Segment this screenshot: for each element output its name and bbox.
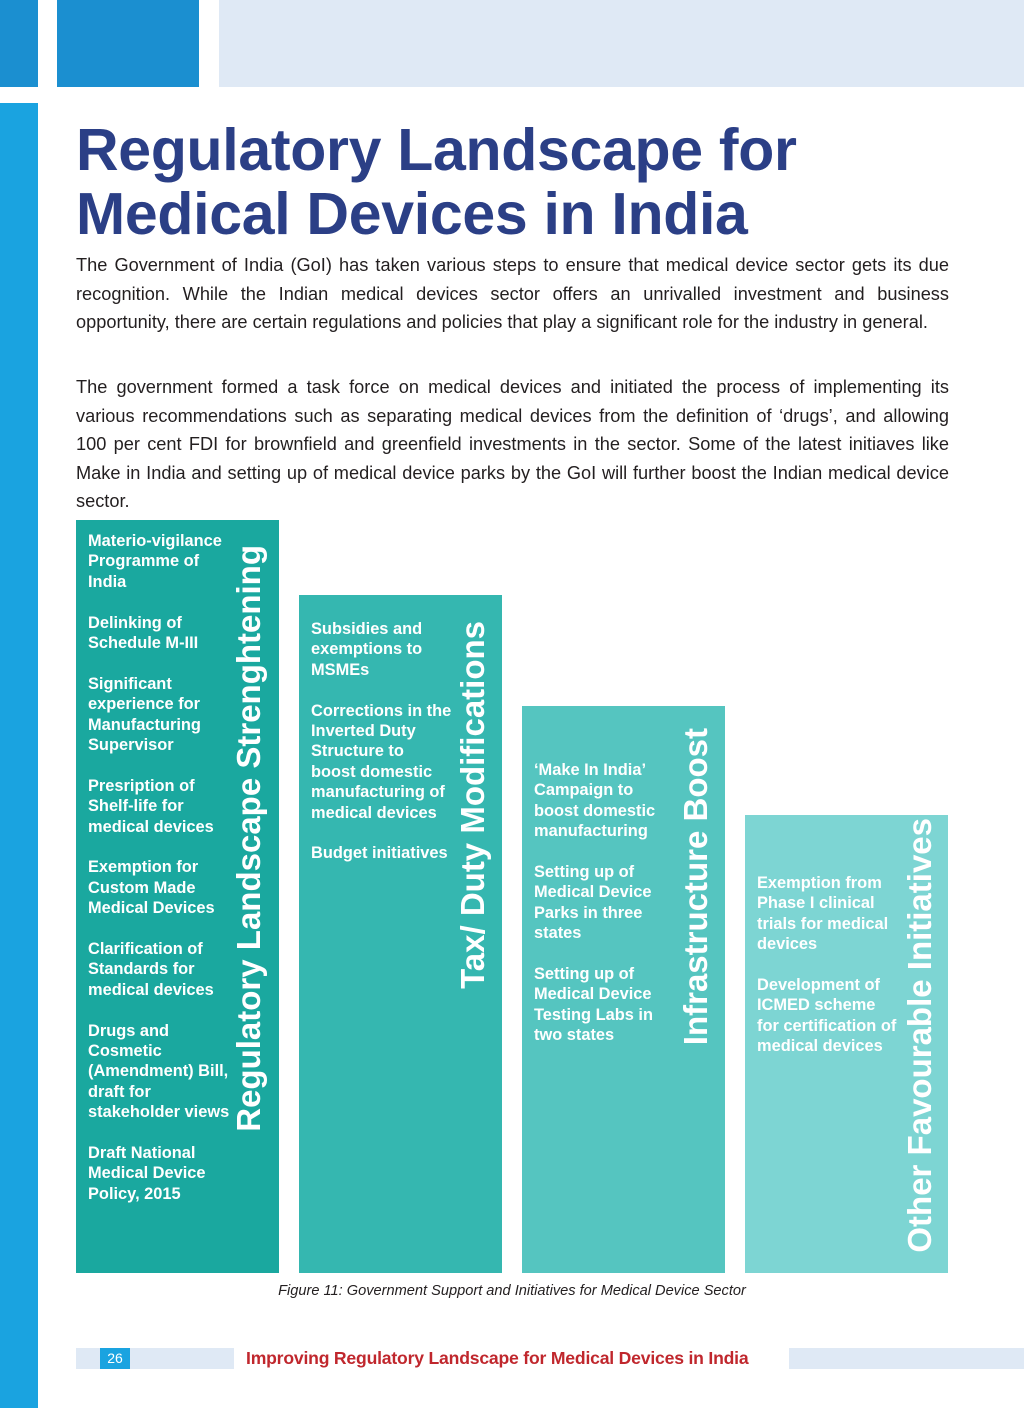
initiative-list [757,873,899,1077]
left-accent-bar [0,103,38,1408]
page-title: Regulatory Landscape for Medical Devices in India [76,117,797,247]
figure-column-regulatory [76,520,279,1273]
list-item: Materio-vigilance Programme of India [88,532,222,591]
task-force-paragraph: The government formed a task force on medical devices and initiated the process of implementing its various recommendations such as separating medical devices from the definition of ‘drugs’, and allowing 100 per cent FDI for brownfield and greenfield investments in the sector. Some of the latest initiaves like Make in India and setting up of medical device parks by the GoI will further boost the Indian medical device sector. [76,377,949,512]
column-label: Tax/ Duty Modifications [454,621,491,989]
list-item: Draft National Medical Device Policy, 2015 [88,1144,206,1203]
list-item: Drugs and Cosmetic (Amendment) Bill, draft for stakeholder views [88,1021,230,1122]
initiative-list [534,760,676,1066]
footer-band-right [789,1348,1024,1369]
column-label: Regulatory Landscape Strenghtening [230,545,267,1132]
figure-caption: Figure 11: Government Support and Initiatives for Medical Device Sector [278,1283,746,1299]
intro-paragraph: The Government of India (GoI) has taken various steps to ensure that medical device sector gets its due recognition. While the Indian medical devices sector offers an unrivalled investment and business opportunity, there are certain regulations and policies that play a significant role for the industry in general. [76,255,949,333]
figure-column-infrastructure [522,706,725,1273]
initiative-list [88,531,230,1225]
header-block-middle [57,0,199,87]
list-item: Delinking of Schedule M-III [88,613,199,653]
list-item: Setting up of Medical Device Testing Labs in two states [534,965,653,1045]
list-item: Development of ICMED scheme for certification of medical devices [757,976,897,1056]
list-item: Presription of Shelf-life for medical devices [88,776,214,836]
page-number: 26 [100,1348,130,1369]
initiative-list [311,619,453,884]
figure-column-tax [299,595,502,1273]
list-item: Exemption for Custom Made Medical Devices [88,858,215,918]
column-label: Infrastructure Boost [677,728,714,1046]
header-block-left [0,0,38,87]
figure-column-other [745,815,948,1273]
list-item: Corrections in the Inverted Duty Structure to boost domestic manufacturing of medical devices [311,701,452,822]
list-item: Budget initiatives [311,844,448,863]
list-item: Significant experience for Manufacturing Supervisor [88,674,201,755]
list-item: Subsidies and exemptions to MSMEs [311,620,423,679]
list-item: Clarification of Standards for medical devices [88,940,214,999]
list-item: ‘Make In India’ Campaign to boost domestic manufacturing [534,761,656,841]
header-band [219,0,1024,87]
list-item: Exemption from Phase I clinical trials for medical devices [757,874,889,954]
column-label: Other Favourable Initiatives [901,818,938,1253]
footer-title: Improving Regulatory Landscape for Medical Devices in India [246,1348,749,1368]
list-item: Setting up of Medical Device Parks in three states [534,863,652,943]
